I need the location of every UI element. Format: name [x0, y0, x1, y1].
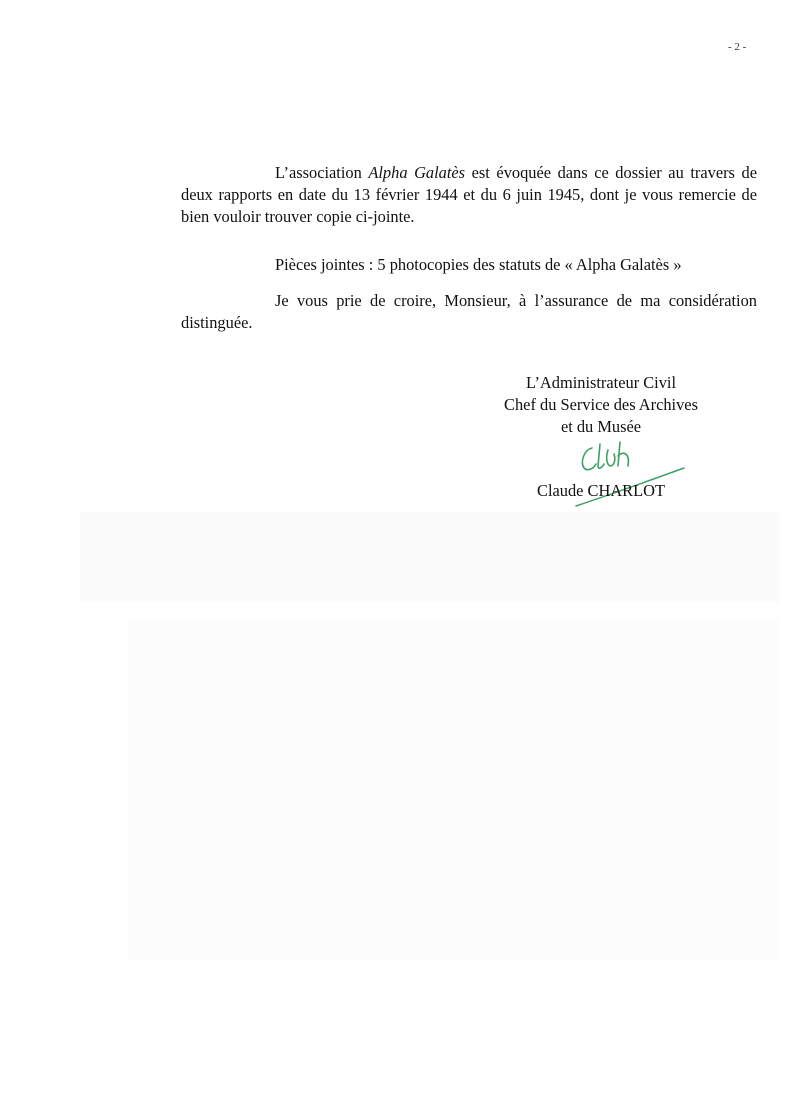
signatory-name: Claude CHARLOT [537, 481, 665, 500]
signature-stroke [582, 448, 596, 470]
association-name: Alpha Galatès [368, 163, 466, 182]
signature-stroke [598, 444, 604, 468]
paragraph-association-post: est évoquée dans ce dossier au travers de deux rapports en date du 13 février 1944 et du 6 juin 1945, dont je vous remercie de bien vouloir trouver copie ci-jointe. [181, 163, 757, 226]
signatory-service-cont: et du Musée [560, 417, 642, 436]
scan-shading [80, 512, 780, 602]
paragraph-closing [181, 290, 757, 334]
attachments-text: Pièces jointes : 5 photocopies des statuts de « Alpha Galatès » [275, 255, 682, 274]
paragraph-association [181, 162, 757, 228]
signature-block [476, 372, 726, 438]
closing-text: Je vous prie de croire, Monsieur, à l’assurance de ma considération distinguée. [181, 291, 757, 332]
signatory-service: Chef du Service des Archives [504, 395, 698, 414]
paragraph-association-pre: L’association [275, 163, 369, 182]
signature-stroke [607, 450, 615, 466]
scan-shading [128, 620, 778, 960]
signature-stroke [618, 442, 628, 466]
signatory-title: L’Administrateur Civil [525, 373, 677, 392]
page-number: - 2 - [728, 41, 747, 53]
letter-body [181, 162, 757, 334]
paragraph-attachments [181, 254, 757, 276]
